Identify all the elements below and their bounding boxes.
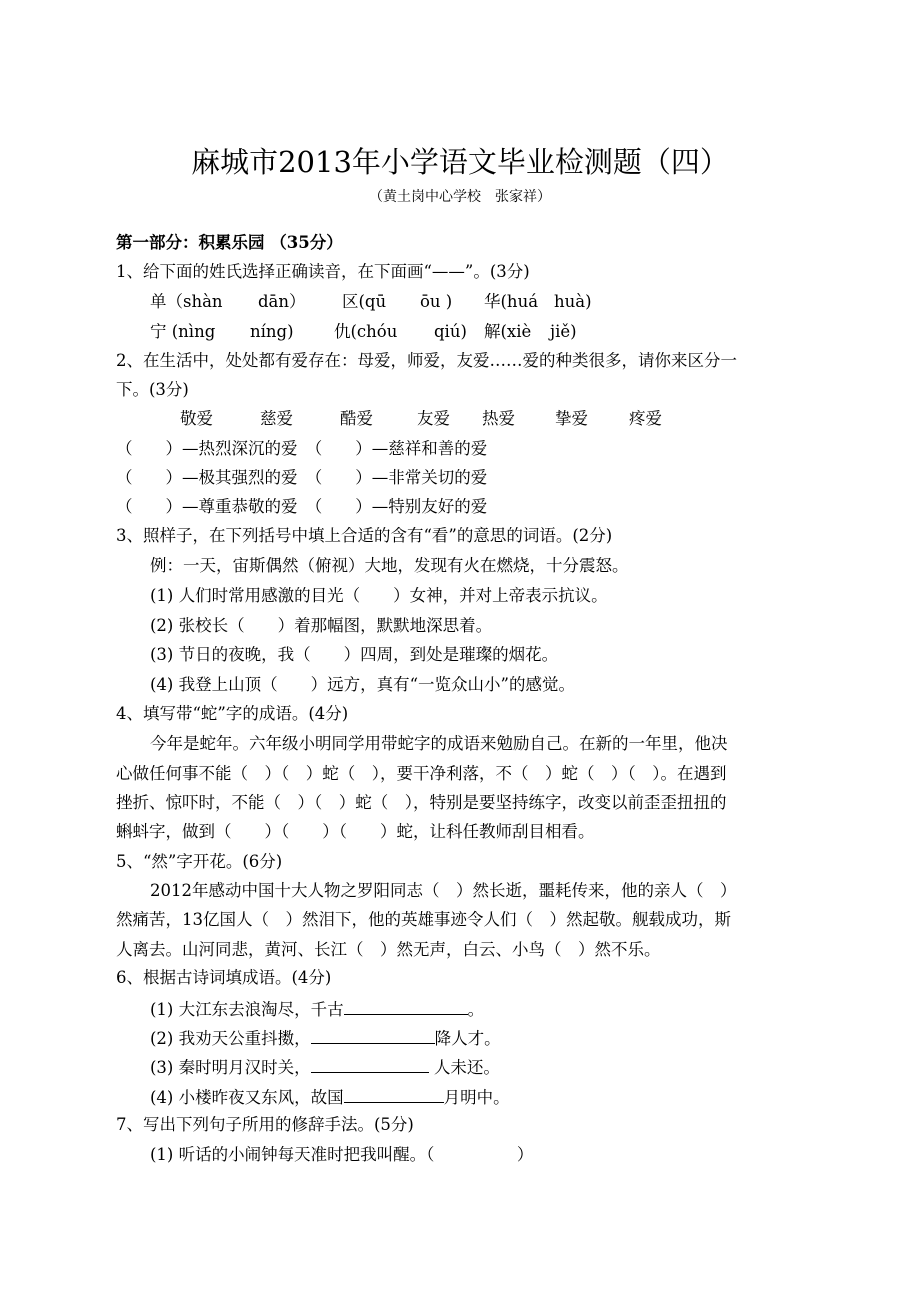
pinyin-option: 仇(chóu [334,322,398,341]
question-6-item [150,1084,510,1110]
poem-line-end: 降人才。 [434,1029,501,1048]
question-3-item: (1) 人们时常用感激的目光（ ）女神，并对上帝表示抗议。 [150,586,608,605]
question-2-stem-cont: 下。(3分) [116,380,189,399]
pinyin-option: 华(huá [484,292,539,311]
poem-line-end: 人未还。 [428,1058,500,1077]
page-title: 麻城市2013年小学语文毕业检测题（四） [191,145,729,179]
pinyin-option: ōu ) [420,292,453,311]
question-7-item: (1) 听话的小闹钟每天准时把我叫醒。（ ） [150,1145,534,1164]
answer-blank[interactable] [311,1054,429,1073]
love-word: 慈爱 [260,409,293,428]
question-2-stem: 2、在生活中，处处都有爱存在：母爱，师爱，友爱……爱的种类很多，请你来区分一 [116,351,737,370]
question-3-stem: 3、照样子，在下列括号中填上合适的含有“看”的意思的词语。(2分) [116,526,613,545]
pinyin-option: 单（shàn [150,292,223,311]
love-word: 酷爱 [340,409,373,428]
question-6-item [150,996,484,1022]
question-4-text: 心做任何事不能（ ）（ ）蛇（ ），要干净利落，不（ ）蛇（ ）（ ）。在遇到 [116,764,727,783]
section-heading: 第一部分：积累乐园 （35分） [116,233,343,252]
question-3-item: (3) 节日的夜晚，我（ ）四周，到处是璀璨的烟花。 [150,645,559,664]
question-6-item [150,1025,501,1051]
poem-line: (1) 大江东去浪淘尽，千古 [150,1000,344,1019]
poem-line-end: 。 [467,1000,485,1019]
question-2-row-2: （ ）—极其强烈的爱 （ ）—非常关切的爱 [116,468,488,487]
author-line: （黄土岗中心学校 张家祥） [369,189,551,205]
question-3-item: (4) 我登上山顶（ ）远方，真有“一览众山小”的感觉。 [150,675,575,694]
answer-blank[interactable] [311,1025,435,1044]
question-5-stem: 5、“然”字开花。(6分) [116,852,283,871]
love-word: 疼爱 [629,409,662,428]
love-word: 挚爱 [555,409,588,428]
poem-line: (2) 我劝天公重抖擞， [150,1029,311,1048]
question-6-item [150,1054,500,1080]
question-1-row-2 [150,320,577,344]
love-word-list [180,407,662,431]
answer-blank[interactable] [344,1084,444,1103]
question-5-text: 人离去。山河同悲，黄河、长江（ ）然无声，白云、小鸟（ ）然不乐。 [116,940,661,959]
question-4-stem: 4、填写带“蛇”字的成语。(4分) [116,704,349,723]
love-word: 友爱 [417,409,450,428]
pinyin-option: dān） [258,292,306,311]
pinyin-option: qiú) [434,322,467,341]
pinyin-option: huà) [554,292,592,311]
poem-line-end: 月明中。 [443,1088,510,1107]
question-6-stem: 6、根据古诗词填成语。(4分) [116,968,332,987]
pinyin-option: 解(xiè [484,322,532,341]
question-5-text: 2012年感动中国十大人物之罗阳同志（ ）然长逝，噩耗传来，他的亲人（ ） [150,881,737,900]
love-word: 敬爱 [180,409,213,428]
pinyin-option: 宁 (nìng [150,322,216,341]
poem-line: (4) 小楼昨夜又东风，故国 [150,1088,344,1107]
question-1-row-1 [150,290,592,314]
poem-line: (3) 秦时明月汉时关， [150,1058,311,1077]
question-4-text: 蝌蚪字，做到（ ）（ ）（ ）蛇，让科任教师刮目相看。 [116,822,595,841]
question-1-stem: 1、给下面的姓氏选择正确读音，在下面画“——”。(3分) [116,262,530,281]
question-7-stem: 7、写出下列句子所用的修辞手法。(5分) [116,1115,414,1134]
question-2-row-1: （ ）—热烈深沉的爱 （ ）—慈祥和善的爱 [116,439,488,458]
question-2-row-3: （ ）—尊重恭敬的爱 （ ）—特别友好的爱 [116,497,488,516]
question-3-example: 例：一天，宙斯偶然（俯视）大地，发现有火在燃烧，十分震怒。 [150,556,629,575]
love-word: 热爱 [482,409,515,428]
pinyin-option: jiě) [550,322,577,341]
pinyin-option: níng) [250,322,294,341]
question-3-item: (2) 张校长（ ）着那幅图，默默地深思着。 [150,616,493,635]
answer-blank[interactable] [344,996,468,1015]
pinyin-option: 区(qū [342,292,387,311]
question-4-text: 今年是蛇年。六年级小明同学用带蛇字的成语来勉励自己。在新的一年里，他决 [150,734,728,753]
question-5-text: 然痛苦，13亿国人（ ）然泪下，他的英雄事迹令人们（ ）然起敬。舰载成功，斯 [116,910,731,929]
question-4-text: 挫折、惊吓时，不能（ ）（ ）蛇（ ），特别是要坚持练字，改变以前歪歪扭扭的 [116,793,727,812]
